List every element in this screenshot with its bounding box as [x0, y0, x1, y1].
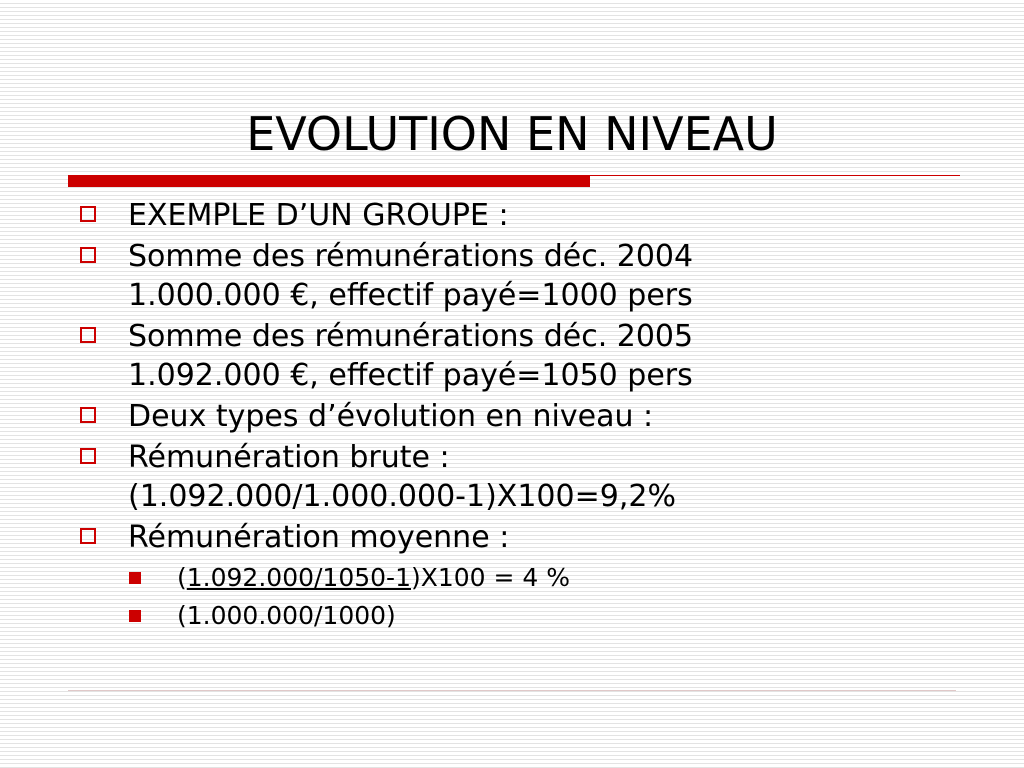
bullet-text: Rémunération moyenne :: [128, 520, 510, 555]
filled-square-icon: [129, 572, 141, 584]
hollow-square-icon: [80, 327, 96, 343]
title-underline-thin: [590, 175, 960, 176]
bullet-item: [76, 196, 976, 235]
bullet-text-continued: 1.000.000 €, effectif payé=1000 pers: [128, 278, 693, 313]
bullet-text: Somme des rémunérations déc. 2005: [128, 319, 694, 354]
bullet-text: EXEMPLE D’UN GROUPE :: [128, 198, 509, 233]
hollow-square-icon: [80, 407, 96, 423]
slide-body: [76, 196, 976, 635]
sub-bullet-underlined-text: 1.092.000/1050-1: [186, 563, 411, 592]
sub-bullet-open-paren: (: [177, 563, 187, 592]
bullet-text-continued: 1.092.000 €, effectif payé=1050 pers: [128, 358, 693, 393]
hollow-square-icon: [80, 448, 96, 464]
bullet-item: [76, 438, 976, 516]
bullet-item: [76, 397, 976, 436]
hollow-square-icon: [80, 206, 96, 222]
footer-divider: [68, 690, 956, 691]
bullet-text: Deux types d’évolution en niveau :: [128, 399, 654, 434]
filled-square-icon: [129, 610, 141, 622]
slide-title: EVOLUTION EN NIVEAU: [246, 107, 778, 161]
hollow-square-icon: [80, 528, 96, 544]
sub-bullet-text: (1.000.000/1000): [177, 601, 396, 630]
bullet-item: [76, 317, 976, 395]
bullet-text-continued: (1.092.000/1.000.000-1)X100=9,2%: [128, 479, 676, 514]
bullet-item: [76, 237, 976, 315]
hollow-square-icon: [80, 247, 96, 263]
sub-bullet-item: [76, 597, 976, 635]
bullet-text: Somme des rémunérations déc. 2004: [128, 239, 694, 274]
sub-bullet-rest: )X100 = 4 %: [410, 563, 571, 592]
bullet-item: [76, 518, 976, 557]
bullet-text: Rémunération brute :: [128, 440, 450, 475]
title-underline-thick: [68, 175, 590, 187]
sub-bullet-item: [76, 559, 976, 597]
